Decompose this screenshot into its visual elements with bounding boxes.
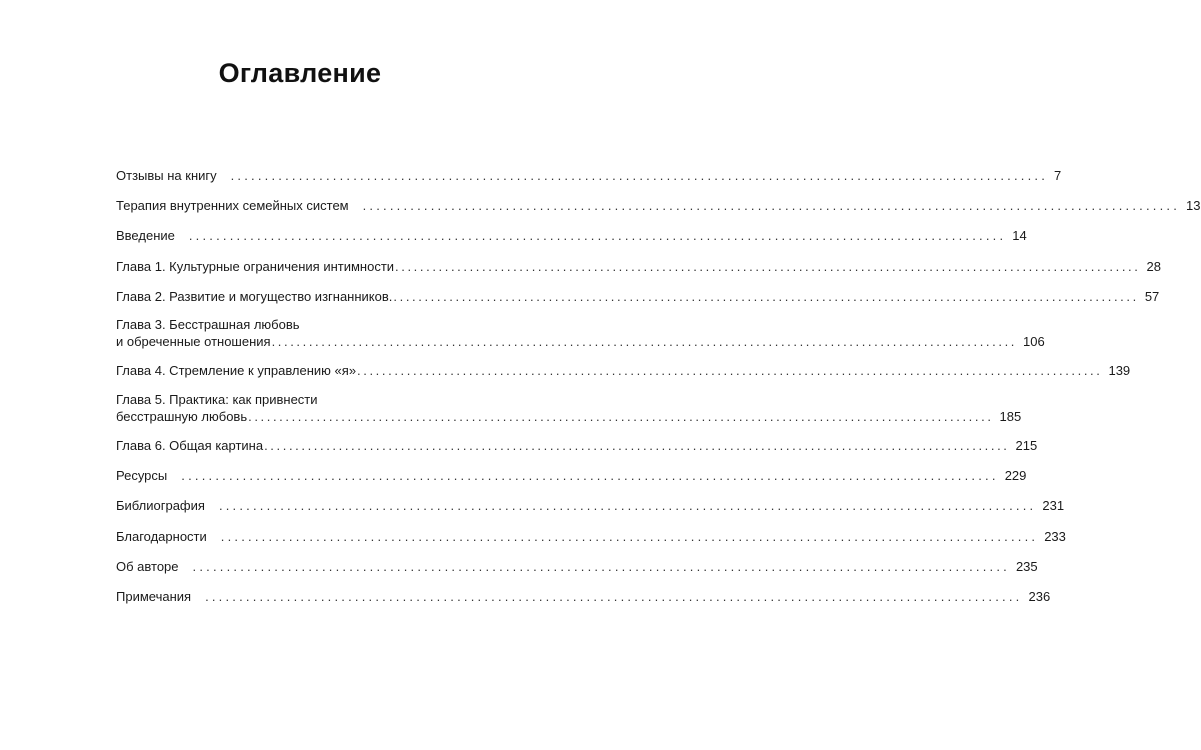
- toc-entry-page: 139: [1108, 363, 1131, 378]
- toc-entry: [116, 437, 1038, 454]
- toc-entry: [116, 467, 1027, 484]
- toc-entry: [116, 391, 1022, 425]
- toc-entry-page: 13: [1186, 198, 1201, 213]
- toc-entry-page: 229: [1004, 468, 1027, 483]
- dot-leader: ........................................................................................................................: [220, 529, 1039, 544]
- toc-entry-title: Терапия внутренних семейных систем: [116, 198, 349, 213]
- toc-entry-page: 185: [999, 409, 1022, 424]
- toc-entry-title: Библиография: [116, 498, 205, 513]
- dot-leader: ........................................................................................................................: [188, 228, 1007, 243]
- toc-entry-title: Примечания: [116, 589, 192, 604]
- toc-entry: [116, 362, 1131, 379]
- toc-entry: [116, 227, 1027, 244]
- toc-entry-title: Введение: [116, 228, 175, 243]
- dot-leader: ........................................................................................................................: [362, 198, 1181, 213]
- toc-entry-page: 106: [1023, 334, 1045, 349]
- dot-leader: ........................................................................................................................: [357, 363, 1103, 378]
- toc-entry-page: 231: [1042, 498, 1065, 513]
- toc-entry-page: 235: [1015, 559, 1038, 574]
- toc-entry-title: Глава 1. Культурные ограничения интимности: [116, 259, 395, 274]
- toc-entry-page: 14: [1012, 228, 1027, 243]
- dot-leader: ........................................................................................................................: [271, 334, 1017, 349]
- toc-entry: [116, 288, 1160, 305]
- toc-entry-title: Глава 6. Общая картина: [116, 438, 264, 453]
- toc-entry-page: 215: [1015, 438, 1038, 453]
- dot-leader: ........................................................................................................................: [248, 409, 994, 424]
- toc-entry-title: Глава 3. Бесстрашная любовь: [116, 317, 300, 332]
- toc-entry: [116, 167, 1062, 184]
- dot-leader: ........................................................................................................................: [264, 438, 1010, 453]
- toc-entry-title: Глава 4. Стремление к управлению «я»: [116, 363, 357, 378]
- toc-entry: [116, 197, 1201, 214]
- toc-entry-title: Отзывы на книгу: [116, 168, 217, 183]
- toc-entry: [116, 258, 1161, 275]
- toc-entry-page: 233: [1044, 529, 1066, 544]
- toc-entry-page: 57: [1144, 289, 1160, 304]
- page-title: Оглавление: [218, 58, 382, 88]
- toc-entry: [116, 497, 1065, 514]
- toc-entry-title-continued: бесстрашную любовь: [116, 409, 248, 424]
- toc-entry: [116, 316, 1045, 350]
- toc-entry-page: 236: [1028, 589, 1051, 604]
- dot-leader: ........................................................................................................................: [393, 289, 1139, 304]
- toc-entry-title: Глава 5. Практика: как привнести: [116, 392, 318, 407]
- toc-entry-title: Благодарности: [116, 529, 207, 544]
- toc-entry-title: Глава 2. Развитие и могущество изгнанников.: [116, 289, 393, 304]
- toc-entry: [116, 558, 1038, 575]
- toc-entry: [116, 528, 1066, 545]
- dot-leader: ........................................................................................................................: [395, 259, 1141, 274]
- dot-leader: ........................................................................................................................: [230, 168, 1049, 183]
- toc-entry-title-continued: и обреченные отношения: [116, 334, 271, 349]
- dot-leader: ........................................................................................................................: [218, 498, 1037, 513]
- toc-entry-title: Об авторе: [116, 559, 179, 574]
- dot-leader: ........................................................................................................................: [205, 589, 1023, 604]
- toc-entry-page: 7: [1054, 168, 1062, 183]
- toc-entry-page: 28: [1146, 259, 1161, 274]
- toc-entry-title: Ресурсы: [116, 468, 168, 483]
- dot-leader: ........................................................................................................................: [181, 468, 999, 483]
- dot-leader: ........................................................................................................................: [192, 559, 1010, 574]
- toc-entry: [116, 588, 1051, 605]
